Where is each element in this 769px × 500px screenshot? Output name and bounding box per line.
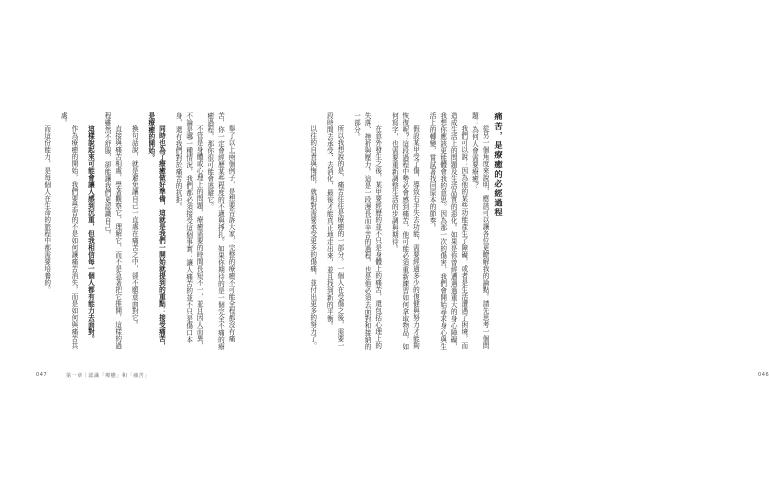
left-page-number: 047 — [36, 372, 48, 378]
left-paragraph-3: 同時也為了療癒做好準備，這就是我們一開始就提到的重點：接受痛苦，是療癒的開始。 — [146, 112, 166, 350]
left-paragraph-7: 作為療癒的開始，我們要學習的不是如何讓痛苦消失，而是如何與痛苦共處。 — [59, 112, 78, 350]
left-paragraph-8: 而這份能力，是每個人在生命的旅程中都需要培養的。 — [42, 125, 51, 294]
left-page — [0, 0, 258, 500]
left-page-body — [40, 112, 236, 354]
left-paragraph-6: 這樣說起來可能會讓人感到沉重，但我相信每一個人都有能力去面對。 — [86, 125, 95, 343]
right-paragraph-1: 從另一個角度來說明，應該可以讓各位更瞭解我的論點。請先思考一個問題：為何人會需要療癒？ — [470, 112, 489, 350]
left-paragraph-4: 換句話說，就是避免讓自己一直處在痛苦之中，卻不願意面對它。 — [130, 125, 139, 329]
right-paragraph-2: 我們可以說：因為他的某些功能產生了障礙，或者是生活遭遇了困境，而造成生活上的問題及生活品質的惡化。如果是你曾經遭遇過重大的身心障礙，我想你應該更能體會我的意思。因為那一次的傷害，我們會開始尋求身心與生活上的轉變，嘗試著找回原本的節奏。 — [428, 112, 468, 350]
right-paragraph-5: 所以我想說的是，痛苦往往是療癒的一部分。一個人在受傷之後，需要一段時間去承受、去消化，最後才能真正地走出來，並且找到新的平衡。 — [325, 112, 344, 350]
right-page-body — [284, 112, 490, 354]
running-head: 第一章｜認識「療癒」和「痛苦」 — [66, 373, 151, 379]
left-paragraph-5: 直接與痛苦相處，學著觀察它、理解它，而不是急著把它推開，這樣的過程雖然不舒服，卻能讓我們更認識自己。 — [103, 112, 122, 350]
right-page-number: 046 — [758, 372, 769, 378]
right-paragraph-3: 假設某甲受了傷，導致右手失去功能，需要經過多少的復健與努力才能夠恢復呢？這段過程中勢必會感到痛苦，他可能必須重新練習如何拿取物品，如何寫字，也需要重新調整生活的步調與期待。 — [390, 112, 420, 350]
left-paragraph-2: 不管是身體或心理上的問題，療癒需要的時間長短不一，並且因人而異，不論是哪一種情況，我們都必須接受這個事實：讓人痛苦的並不只是傷口本身，還有我們對於痛苦的抗拒。 — [174, 112, 204, 350]
section-heading: 痛苦，是療癒的必經過程 — [494, 112, 504, 218]
left-paragraph-1: 舉了以上兩個例子，是想要告訴大家，完整的療癒不可能全程都沒有痛苦，你一定會經歷某些程度的不適與掙扎。如果你期待的是一個完全不痛的療癒過程，那你很可能會逃避它。 — [205, 112, 235, 350]
right-paragraph-6: 以往的自責與悔恨，就相對需要承受更多的傷痛，並付出更多的努力了。 — [308, 125, 317, 350]
right-paragraph-4: 在意外發生之後，某甲要經歷的並不只是身體上的痛苦，還包括心理上的失落、挫折與壓力。這是一段漫長而辛苦的過程，也是他必須去面對和接納的一部分。 — [352, 112, 382, 350]
right-page — [262, 0, 769, 500]
